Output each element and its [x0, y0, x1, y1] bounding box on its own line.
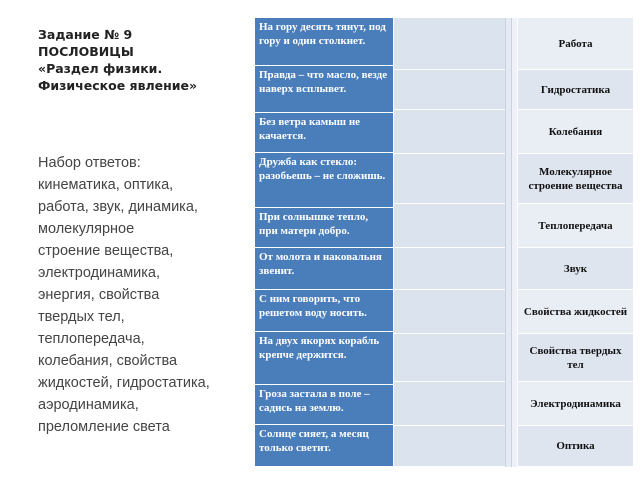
answer-set-line: электродинамика,: [38, 265, 161, 281]
option-cell: Электродинамика: [517, 382, 633, 426]
answer-set-line: работа, звук, динамика,: [38, 199, 198, 215]
option-cell: Молекулярное строение вещества: [517, 154, 633, 204]
match-slot[interactable]: [393, 290, 505, 334]
option-cell: Звук: [517, 248, 633, 290]
proverb-cell: Правда – что масло, везде наверх всплывет.: [255, 66, 393, 113]
option-cell: Работа: [517, 18, 633, 70]
proverb-cell: Солнце сияет, а месяц только светит.: [255, 425, 393, 467]
proverb-cell: При солнышке тепло, при матери добро.: [255, 208, 393, 248]
proverb-cell: Дружба как стекло: разобьешь – не сложишь.: [255, 153, 393, 208]
task-title-line: Физическое явление»: [38, 78, 198, 93]
answer-set-line: кинематика, оптика,: [38, 177, 174, 193]
match-slot[interactable]: [393, 426, 505, 467]
option-cell: Оптика: [517, 426, 633, 467]
option-cell: Теплопередача: [517, 204, 633, 248]
answer-set-line: колебания, свойства: [38, 353, 178, 369]
answer-set-line: преломление света: [38, 419, 170, 435]
answer-set-line: аэродинамика,: [38, 397, 139, 413]
proverb-cell: Гроза застала в поле – садись на землю.: [255, 385, 393, 425]
proverb-cell: Без ветра камыш не качается.: [255, 113, 393, 153]
matching-table: [254, 17, 634, 468]
match-slot[interactable]: [393, 110, 505, 154]
answer-set-line: твердых тел,: [38, 309, 125, 325]
option-cell: Свойства твердых тел: [517, 334, 633, 382]
answer-set-line: жидкостей, гидростатика,: [38, 375, 210, 391]
task-title-line: «Раздел физики.: [38, 61, 163, 76]
answer-set-line: молекулярное: [38, 221, 135, 237]
match-slot[interactable]: [393, 334, 505, 382]
task-title-line: Задание № 9: [38, 27, 133, 42]
option-cell: Гидростатика: [517, 70, 633, 110]
proverb-cell: На двух якорях корабль крепче держится.: [255, 332, 393, 385]
task-title-line: ПОСЛОВИЦЫ: [38, 44, 134, 59]
task-title: [38, 26, 248, 94]
match-slot[interactable]: [393, 18, 505, 70]
answer-set-line: строение вещества,: [38, 243, 174, 259]
answer-set-heading: Набор ответов:: [38, 155, 141, 171]
match-slot[interactable]: [393, 204, 505, 248]
option-cell: Колебания: [517, 110, 633, 154]
match-slot[interactable]: [393, 248, 505, 290]
match-slot[interactable]: [393, 382, 505, 426]
proverb-cell: С ним говорить, что решетом воду носить.: [255, 290, 393, 332]
match-slot[interactable]: [393, 70, 505, 110]
proverb-cell: На гору десять тянут, под гору и один столкнет.: [255, 18, 393, 66]
answer-set: [38, 153, 244, 439]
answer-set-line: энергия, свойства: [38, 287, 160, 303]
answer-set-line: теплопередача,: [38, 331, 145, 347]
proverb-cell: От молота и наковальня звенит.: [255, 248, 393, 290]
option-cell: Свойства жидкостей: [517, 290, 633, 334]
match-slot[interactable]: [393, 154, 505, 204]
